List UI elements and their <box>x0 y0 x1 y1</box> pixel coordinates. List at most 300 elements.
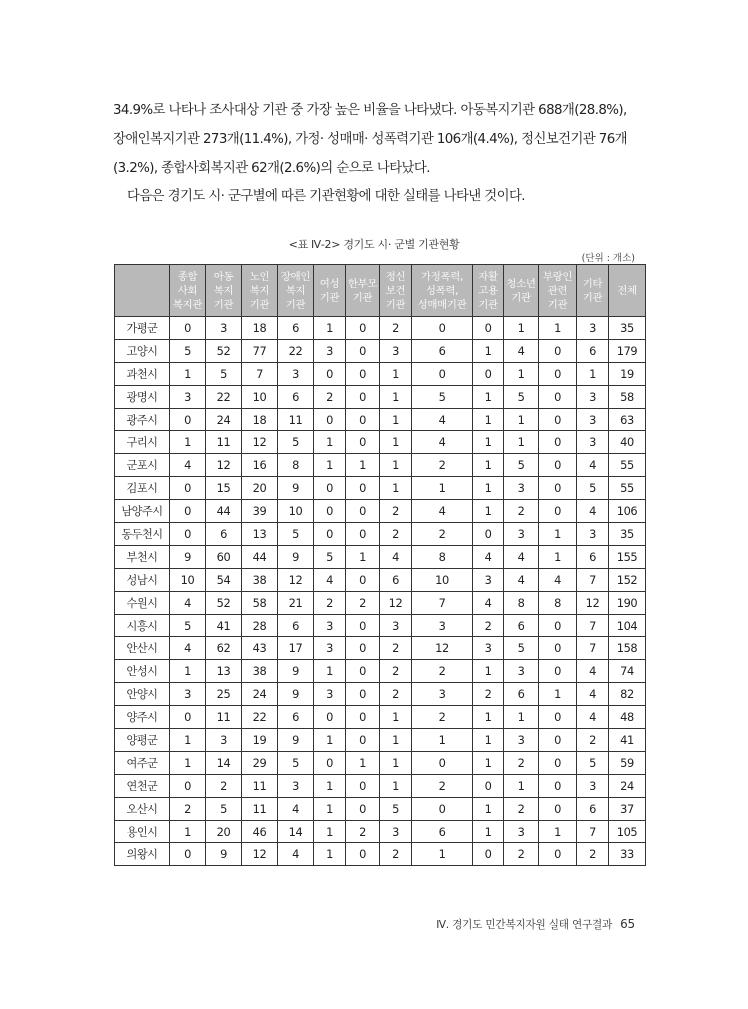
table-cell: 0 <box>539 774 577 797</box>
table-cell: 0 <box>473 843 504 866</box>
table-cell: 1 <box>504 317 539 340</box>
table-cell: 3 <box>504 523 539 546</box>
table-cell: 0 <box>539 408 577 431</box>
table-cell: 5 <box>504 454 539 477</box>
page-number: 65 <box>620 917 635 931</box>
table-cell: 11 <box>242 797 278 820</box>
table-cell: 1 <box>170 431 206 454</box>
table-cell: 1 <box>473 454 504 477</box>
table-cell: 4 <box>170 637 206 660</box>
column-header: 장애인 복지 기관 <box>278 265 314 317</box>
column-header: 한부모 기관 <box>346 265 380 317</box>
table-cell: 10 <box>170 568 206 591</box>
table-cell: 17 <box>278 637 314 660</box>
table-cell: 6 <box>577 797 609 820</box>
table-cell: 24 <box>609 774 646 797</box>
table-cell: 0 <box>539 477 577 500</box>
table-cell: 0 <box>539 339 577 362</box>
table-cell: 4 <box>278 843 314 866</box>
table-cell: 4 <box>412 500 473 523</box>
table-cell: 1 <box>504 408 539 431</box>
table-cell: 22 <box>242 706 278 729</box>
table-cell: 2 <box>412 523 473 546</box>
table-cell: 1 <box>314 820 346 843</box>
table-cell: 3 <box>380 339 412 362</box>
table-cell: 2 <box>504 843 539 866</box>
column-header: 기타 기관 <box>577 265 609 317</box>
table-cell: 3 <box>314 683 346 706</box>
table-cell: 19 <box>609 362 646 385</box>
table-cell: 1 <box>412 729 473 752</box>
table-cell: 2 <box>577 843 609 866</box>
table-cell: 0 <box>346 797 380 820</box>
table-cell: 40 <box>609 431 646 454</box>
row-header-city: 안산시 <box>115 637 170 660</box>
table-cell: 0 <box>314 362 346 385</box>
table-row <box>115 523 646 546</box>
table-cell: 38 <box>242 660 278 683</box>
table-cell: 58 <box>609 385 646 408</box>
table-row <box>115 729 646 752</box>
body-text-line-3: (3.2%), 종합사회복지관 62개(2.6%)의 순으로 나타났다. <box>113 161 430 176</box>
table-cell: 2 <box>380 660 412 683</box>
table-row <box>115 408 646 431</box>
table-cell: 0 <box>314 408 346 431</box>
table-cell: 0 <box>170 317 206 340</box>
table-cell: 0 <box>473 774 504 797</box>
page-footer <box>436 917 635 932</box>
table-cell: 4 <box>314 568 346 591</box>
table-cell: 10 <box>412 568 473 591</box>
table-cell: 1 <box>473 797 504 820</box>
table-row <box>115 500 646 523</box>
table-cell: 3 <box>577 523 609 546</box>
table-cell: 16 <box>242 454 278 477</box>
table-cell: 14 <box>278 820 314 843</box>
table-cell: 0 <box>346 385 380 408</box>
table-cell: 1 <box>314 454 346 477</box>
table-cell: 1 <box>473 385 504 408</box>
table-cell: 3 <box>380 820 412 843</box>
table-cell: 0 <box>346 706 380 729</box>
table-row <box>115 545 646 568</box>
table-cell: 1 <box>473 820 504 843</box>
table-cell: 4 <box>577 660 609 683</box>
table-cell: 3 <box>504 820 539 843</box>
table-cell: 0 <box>346 431 380 454</box>
table-cell: 0 <box>170 477 206 500</box>
table-cell: 5 <box>206 362 242 385</box>
table-cell: 7 <box>412 591 473 614</box>
table-cell: 82 <box>609 683 646 706</box>
table-cell: 1 <box>314 797 346 820</box>
table-row <box>115 591 646 614</box>
table-cell: 0 <box>346 339 380 362</box>
table-cell: 1 <box>473 729 504 752</box>
table-cell: 2 <box>314 385 346 408</box>
table-cell: 12 <box>242 431 278 454</box>
row-header-city: 광주시 <box>115 408 170 431</box>
table-cell: 1 <box>539 820 577 843</box>
table-row <box>115 317 646 340</box>
table-cell: 0 <box>314 706 346 729</box>
table-cell: 1 <box>170 362 206 385</box>
table-cell: 13 <box>242 523 278 546</box>
table-cell: 7 <box>577 614 609 637</box>
column-header: 부랑인 관련 기관 <box>539 265 577 317</box>
table-cell: 5 <box>278 431 314 454</box>
table-cell: 1 <box>314 774 346 797</box>
table-cell: 1 <box>380 774 412 797</box>
table-cell: 0 <box>170 523 206 546</box>
table-cell: 8 <box>504 591 539 614</box>
table-caption: <표 Ⅳ-2> 경기도 시· 군별 기관현황 <box>288 238 460 251</box>
table-cell: 13 <box>206 660 242 683</box>
table-cell: 41 <box>206 614 242 637</box>
table-cell: 2 <box>314 591 346 614</box>
table-cell: 41 <box>609 729 646 752</box>
table-cell: 3 <box>412 683 473 706</box>
table-cell: 1 <box>380 706 412 729</box>
table-cell: 0 <box>412 751 473 774</box>
table-cell: 18 <box>242 317 278 340</box>
table-cell: 4 <box>473 591 504 614</box>
row-header-city: 용인시 <box>115 820 170 843</box>
table-row <box>115 797 646 820</box>
table-cell: 0 <box>473 317 504 340</box>
table-cell: 3 <box>504 660 539 683</box>
table-cell: 1 <box>380 729 412 752</box>
table-cell: 1 <box>380 751 412 774</box>
table-cell: 22 <box>278 339 314 362</box>
table-cell: 4 <box>504 545 539 568</box>
table-cell: 0 <box>170 774 206 797</box>
table-cell: 58 <box>242 591 278 614</box>
body-text-line-2: 장애인복지기관 273개(11.4%), 가정· 성매매· 성폭력기관 106개(4.4%), 정신보건기관 76개 <box>113 132 627 147</box>
table-cell: 2 <box>504 751 539 774</box>
table-cell: 5 <box>314 545 346 568</box>
table-cell: 1 <box>314 843 346 866</box>
row-header-city: 고양시 <box>115 339 170 362</box>
table-cell: 0 <box>346 362 380 385</box>
table-cell: 9 <box>278 477 314 500</box>
row-header-city: 부천시 <box>115 545 170 568</box>
table-cell: 4 <box>278 797 314 820</box>
table-cell: 1 <box>314 431 346 454</box>
table-cell: 3 <box>577 408 609 431</box>
table-cell: 3 <box>577 431 609 454</box>
table-cell: 4 <box>170 454 206 477</box>
table-cell: 1 <box>170 751 206 774</box>
table-cell: 4 <box>577 683 609 706</box>
table-cell: 1 <box>473 751 504 774</box>
table-cell: 5 <box>278 523 314 546</box>
table-cell: 5 <box>412 385 473 408</box>
table-cell: 9 <box>278 545 314 568</box>
table-cell: 62 <box>206 637 242 660</box>
table-cell: 0 <box>314 500 346 523</box>
table-cell: 0 <box>314 523 346 546</box>
table-cell: 4 <box>473 545 504 568</box>
table-cell: 60 <box>206 545 242 568</box>
body-text-line-1: 34.9%로 나타나 조사대상 기관 중 가장 높은 비율을 나타냈다. 아동복지기관 688개(28.8%), <box>113 103 627 118</box>
table-cell: 25 <box>206 683 242 706</box>
table-row <box>115 362 646 385</box>
table-cell: 11 <box>206 706 242 729</box>
table-cell: 1 <box>539 545 577 568</box>
row-header-city: 광명시 <box>115 385 170 408</box>
table-cell: 1 <box>380 431 412 454</box>
table-cell: 18 <box>242 408 278 431</box>
table-row <box>115 614 646 637</box>
row-header-city: 과천시 <box>115 362 170 385</box>
table-cell: 6 <box>504 683 539 706</box>
table-cell: 1 <box>504 362 539 385</box>
table-cell: 0 <box>314 751 346 774</box>
row-header-city: 의왕시 <box>115 843 170 866</box>
table-cell: 3 <box>504 477 539 500</box>
table-cell: 9 <box>278 729 314 752</box>
row-header-city: 남양주시 <box>115 500 170 523</box>
table-cell: 4 <box>412 431 473 454</box>
table-cell: 152 <box>609 568 646 591</box>
column-header: 청소년 기관 <box>504 265 539 317</box>
table-cell: 2 <box>504 500 539 523</box>
table-cell: 0 <box>539 660 577 683</box>
table-cell: 3 <box>577 774 609 797</box>
table-cell: 3 <box>278 774 314 797</box>
table-cell: 5 <box>577 751 609 774</box>
table-cell: 35 <box>609 317 646 340</box>
table-cell: 74 <box>609 660 646 683</box>
table-row <box>115 843 646 866</box>
table-cell: 1 <box>380 454 412 477</box>
table-cell: 158 <box>609 637 646 660</box>
table-cell: 1 <box>346 751 380 774</box>
table-cell: 5 <box>170 614 206 637</box>
table-cell: 3 <box>577 385 609 408</box>
table-cell: 0 <box>412 797 473 820</box>
table-cell: 54 <box>206 568 242 591</box>
table-row <box>115 454 646 477</box>
table-cell: 77 <box>242 339 278 362</box>
table-cell: 5 <box>504 385 539 408</box>
table-cell: 0 <box>539 729 577 752</box>
table-cell: 3 <box>577 317 609 340</box>
column-header: 정신 보건 기관 <box>380 265 412 317</box>
column-header: 아동 복지 기관 <box>206 265 242 317</box>
table-cell: 3 <box>170 683 206 706</box>
table-cell: 0 <box>539 614 577 637</box>
table-cell: 1 <box>412 477 473 500</box>
table-cell: 0 <box>170 500 206 523</box>
table-row <box>115 751 646 774</box>
table-cell: 3 <box>380 614 412 637</box>
table-cell: 12 <box>412 637 473 660</box>
table-cell: 2 <box>412 660 473 683</box>
table-cell: 15 <box>206 477 242 500</box>
table-cell: 2 <box>346 820 380 843</box>
table-cell: 52 <box>206 591 242 614</box>
table-cell: 3 <box>314 637 346 660</box>
table-cell: 35 <box>609 523 646 546</box>
table-cell: 4 <box>577 454 609 477</box>
table-cell: 2 <box>380 637 412 660</box>
table-cell: 1 <box>473 660 504 683</box>
table-cell: 12 <box>206 454 242 477</box>
table-cell: 0 <box>346 477 380 500</box>
row-header-city: 안성시 <box>115 660 170 683</box>
table-cell: 0 <box>346 660 380 683</box>
table-cell: 24 <box>242 683 278 706</box>
table-cell: 6 <box>206 523 242 546</box>
table-cell: 1 <box>473 431 504 454</box>
table-cell: 2 <box>380 317 412 340</box>
table-cell: 2 <box>577 729 609 752</box>
table-cell: 3 <box>504 729 539 752</box>
table-row <box>115 385 646 408</box>
table-cell: 55 <box>609 454 646 477</box>
table-cell: 0 <box>473 523 504 546</box>
table-cell: 63 <box>609 408 646 431</box>
row-header-city: 안양시 <box>115 683 170 706</box>
table-cell: 0 <box>539 751 577 774</box>
table-cell: 1 <box>504 706 539 729</box>
column-header: 여성 기관 <box>314 265 346 317</box>
table-cell: 28 <box>242 614 278 637</box>
table-cell: 7 <box>577 820 609 843</box>
table-cell: 1 <box>504 431 539 454</box>
table-row <box>115 339 646 362</box>
table-cell: 4 <box>504 568 539 591</box>
table-cell: 8 <box>539 591 577 614</box>
table-cell: 4 <box>380 545 412 568</box>
table-cell: 12 <box>380 591 412 614</box>
table-cell: 1 <box>314 660 346 683</box>
table-cell: 1 <box>473 706 504 729</box>
table-cell: 11 <box>278 408 314 431</box>
table-cell: 1 <box>170 729 206 752</box>
table-cell: 37 <box>609 797 646 820</box>
table-cell: 1 <box>170 820 206 843</box>
table-cell: 2 <box>412 454 473 477</box>
table-cell: 10 <box>278 500 314 523</box>
table-cell: 2 <box>412 774 473 797</box>
table-cell: 22 <box>206 385 242 408</box>
table-cell: 5 <box>278 751 314 774</box>
table-cell: 5 <box>577 477 609 500</box>
table-cell: 6 <box>412 339 473 362</box>
table-cell: 0 <box>539 362 577 385</box>
table-row <box>115 706 646 729</box>
table-cell: 2 <box>473 614 504 637</box>
table-cell: 12 <box>577 591 609 614</box>
table-cell: 9 <box>278 660 314 683</box>
column-header: 종합 사회 복지관 <box>170 265 206 317</box>
table-cell: 0 <box>170 706 206 729</box>
table-cell: 6 <box>577 545 609 568</box>
table-cell: 1 <box>314 317 346 340</box>
row-header-city: 여주군 <box>115 751 170 774</box>
table-cell: 2 <box>380 683 412 706</box>
table-cell: 0 <box>539 637 577 660</box>
table-cell: 2 <box>380 843 412 866</box>
table-cell: 0 <box>346 774 380 797</box>
table-cell: 2 <box>206 774 242 797</box>
table-cell: 0 <box>346 843 380 866</box>
table-header-row <box>115 265 646 317</box>
table-cell: 190 <box>609 591 646 614</box>
table-cell: 39 <box>242 500 278 523</box>
row-header-city: 구리시 <box>115 431 170 454</box>
table-row <box>115 660 646 683</box>
table-cell: 8 <box>412 545 473 568</box>
table-cell: 105 <box>609 820 646 843</box>
table-cell: 12 <box>242 843 278 866</box>
table-cell: 7 <box>577 568 609 591</box>
table-cell: 6 <box>278 614 314 637</box>
table-cell: 3 <box>206 317 242 340</box>
table-cell: 4 <box>539 568 577 591</box>
row-header-city: 가평군 <box>115 317 170 340</box>
table-cell: 0 <box>170 408 206 431</box>
table-cell: 2 <box>346 591 380 614</box>
table-cell: 0 <box>412 317 473 340</box>
table-cell: 1 <box>170 660 206 683</box>
table-cell: 1 <box>380 385 412 408</box>
table-cell: 20 <box>206 820 242 843</box>
table-row <box>115 774 646 797</box>
column-header: 가정폭력, 성폭력, 성매매기관 <box>412 265 473 317</box>
table-cell: 0 <box>314 477 346 500</box>
table-cell: 2 <box>473 683 504 706</box>
table-cell: 21 <box>278 591 314 614</box>
table-cell: 43 <box>242 637 278 660</box>
table-cell: 9 <box>206 843 242 866</box>
table-cell: 9 <box>170 545 206 568</box>
table-cell: 0 <box>346 523 380 546</box>
table-cell: 6 <box>412 820 473 843</box>
table-cell: 1 <box>539 317 577 340</box>
table-cell: 0 <box>539 385 577 408</box>
table-unit: (단위 : 개소) <box>581 253 635 264</box>
table-cell: 5 <box>206 797 242 820</box>
table-cell: 4 <box>577 500 609 523</box>
table-cell: 46 <box>242 820 278 843</box>
table-cell: 0 <box>539 706 577 729</box>
table-cell: 6 <box>504 614 539 637</box>
table-cell: 29 <box>242 751 278 774</box>
table-cell: 24 <box>206 408 242 431</box>
table-cell: 1 <box>380 408 412 431</box>
table-cell: 6 <box>278 385 314 408</box>
row-header-city: 오산시 <box>115 797 170 820</box>
table-cell: 33 <box>609 843 646 866</box>
row-header-city: 김포시 <box>115 477 170 500</box>
column-header: 노인 복지 기관 <box>242 265 278 317</box>
table-cell: 1 <box>504 774 539 797</box>
row-header-city: 수원시 <box>115 591 170 614</box>
row-header-city: 동두천시 <box>115 523 170 546</box>
column-header: 자활 고용 기관 <box>473 265 504 317</box>
table-cell: 6 <box>577 339 609 362</box>
row-header-city: 군포시 <box>115 454 170 477</box>
table-cell: 1 <box>412 843 473 866</box>
footer-chapter-title: Ⅳ. 경기도 민간복지자원 실태 연구결과 <box>436 919 613 931</box>
row-header-city: 성남시 <box>115 568 170 591</box>
table-cell: 48 <box>609 706 646 729</box>
table-cell: 0 <box>346 729 380 752</box>
